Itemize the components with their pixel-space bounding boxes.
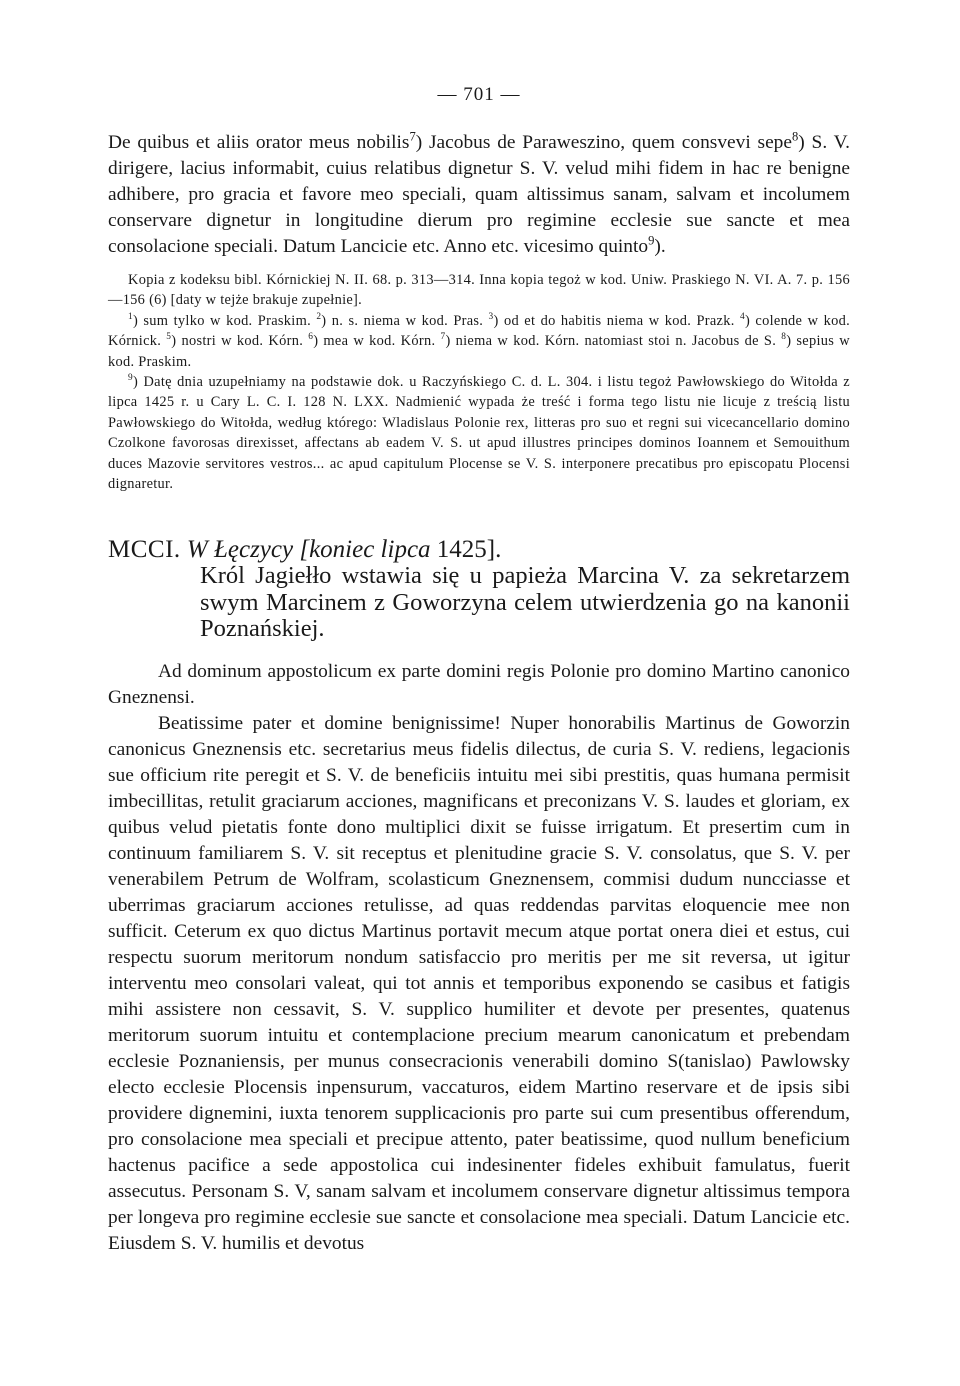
letter-body: Beatissime pater et domine benignissime! Nuper honorabilis Martinus de Goworzin canonicus Gneznensis etc. secretarius meus fidelis dilectus, de curia S. V. rediens, legacionis sue officium rite peregit et S. V. de beneficiis intuitu mei sibi prestitis, quas humana permisit imbecillitas, retulit graciarum acciones, magnificans et preconizans V. S. laudes et gloriam, ex quibus velud pietatis fonte dono multiplici dixit se fuisse irrigatum. Et presertim cum in continuum familiarem S. V. sit receptus et plenitudine gracie S. V. consolatus, que S. V. per venerabilem Petrum de Wolfram, scolasticum Gneznensem, commisi dudum nuncciasse et uberrimas graciarum acciones retulisse, ad quas reddendas parvitas eloquencie mee non sufficit. Ceterum ex quo dictus Martinus portavit mecum atque portat onera diei et estus, cui respectu suorum meritorum nondum satisfaccio pro meritis per me sit reversa, ut igitur interventu meo consolari valeat, qui tot annis et temporibus exponendo se casibus et fatigis mihi assistere non cessavit, S. V. supplico humiliter et devote per presentes, quatenus meritorum suorum intuitu et contemplacione precium mearum canonicatum et prebendam ecclesie Poznaniensis, per munus consecracionis venerabili domino S(tanislao) Pawlowsky electo ecclesie Plocensis inpensurum, vaccaturos, eidem Martino reservare et de ipsis sibi providere dignemini, iuxta tenorem supplicacionis pro parte sui cum presentibus offerendum, pro consolacione mea speciali et precipue attento, pater beatissime, quod nullum beneficium hactenus pacifice a sede appostolica cui indesinenter fideles exhibuit famulatus, fuerit assecutus. Personam S. V, sanam salvam et incolumem conservare dignetur altissimus tempora per longeva pro regimine ecclesie sue sancte et consolacione mea speciali. Datum Lancicie etc. Eiusdem S. V. humilis et devotus (108, 712, 850, 1254)
document-place-date: W Łęczycy [koniec lipca (186, 536, 431, 564)
critical-apparatus (108, 270, 850, 494)
footnotes-1-to-8: $^1$) sum tylko w kod. Praskim. $^2$) n. s. niema w kod. Pras. $^3$) od et do habitis niema w kod. Prazk. $^4$) colende w kod. Kórnick. $^5$) nostri w kod. Kórn. $^6$) mea w kod. Kórn. $^7$) niema w kod. Kórn. natomiast stoi n. Jacobus de S. $^8$) sepius w kod. Praskim. (108, 312, 850, 370)
footnote-ref-7: 7 (409, 129, 416, 144)
letter-text (108, 659, 850, 1257)
page (108, 84, 850, 1257)
page-number: — 701 — (437, 84, 521, 105)
document-summary: Król Jagiełło wstawia się u papieża Marcina V. za sekretarzem swym Marcinem z Goworzyna celem utwierdzenia go na kanonii Poznańskiej. (200, 562, 850, 643)
letter-address: Ad dominum appostolicum ex parte domini regis Polonie pro domino Martino canonico Gneznensi. (108, 660, 850, 708)
previous-letter-paragraph: De quibus et aliis orator meus nobilis$^7$) Jacobus de Paraweszino, quem consvevi sepe$^8$) S. V. dirigere, lacius informabit, cuius relatibus dignetur S. V. velud mihi fidem in hac re benigne adhibere, pro gracia et favore meo speciali, quam altissimus sanam, salvam et incolumem conservare dignetur in longitudine dierum pro regimine ecclesie sue sancte et mea consolacione speciali. Datum Lancicie etc. Anno etc. vicesimo quinto$^9$). (108, 129, 850, 257)
document-number: MCCI. (108, 536, 181, 564)
document-year: 1425]. (436, 536, 502, 564)
source-note: Kopia z kodeksu bibl. Kórnickiej N. II. 68. p. 313—314. Inna kopia tegoż w kod. Uniw. Praskiego N. VI. A. 7. p. 156—156 (6) [daty w tejże brakuje zupełnie]. (108, 272, 850, 309)
footnote-ref-8: 8 (791, 129, 799, 144)
footnote-ref-9: 9 (648, 233, 655, 248)
document-title-line (108, 536, 850, 563)
previous-letter-ending (108, 130, 850, 260)
document-heading (108, 536, 850, 643)
footnote-9: $^9$) Datę dnia uzupełniamy na podstawie dok. u Raczyńskiego C. d. L. 304. i listu tegoż Pawłowskiego do Witołda z lipca 1425 r. u Cary L. C. I. 128 N. LXX. Nadmienić wypada że treść i forma tego listu nie licuje z treścią listu Pawłowskiego do Witołda, według którego: Wladislaus Polonie rex, litteras pro suo et regni sui vicecancellario domino Czolkone favorosas direxisset, affectans ab eadem V. S. ut apud illustres principes dominos Ioannem et Semouithum duces Mazovie servitores vestros... ac apud capitulum Plocense se V. S. interponere precatibus pro episcopatu Plocensi dignaretur. (108, 373, 850, 493)
